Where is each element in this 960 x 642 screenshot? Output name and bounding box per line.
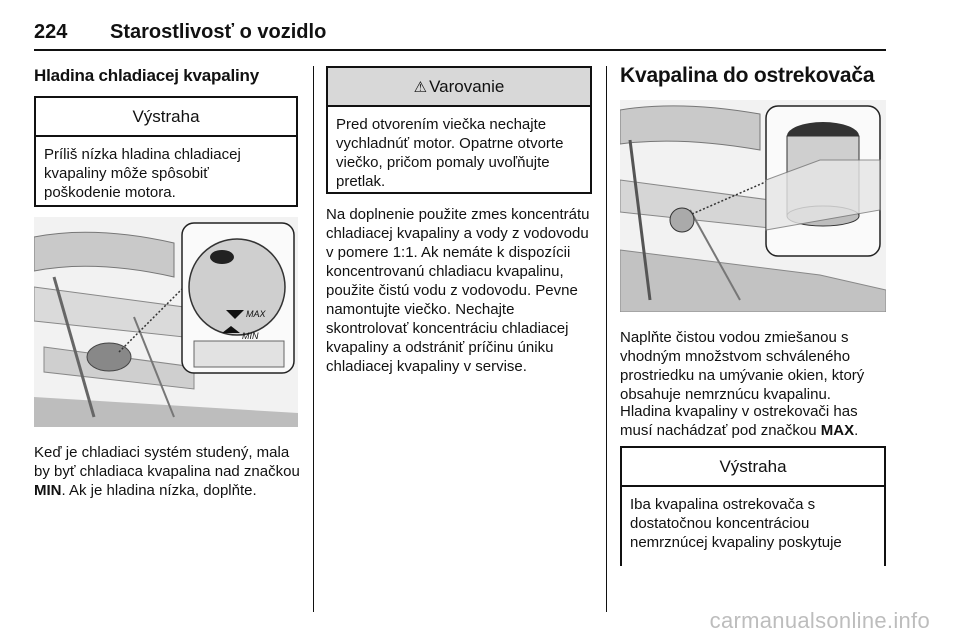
coolant-mix-paragraph: Na doplnenie použite zmes koncentrátu chladiacej kvapaliny a vody z vodovodu v pomere 1:1. Ak nemáte k dispozícii koncentrovanú chladiacu kvapalinu, použite čistú vodu z vodovodu. Pevne namontujte viečko. Nechajte skontrolovať koncentráciu chladiacej kvapaliny a odstrániť príčinu úniku chladiacej kvapaliny v servise. xyxy=(326,206,590,375)
warning-box xyxy=(326,66,592,194)
washer-para-text-end: . xyxy=(854,422,859,439)
max-mark: MAX xyxy=(820,422,855,439)
washer-paragraph-2 xyxy=(620,402,888,440)
coolant-paragraph xyxy=(34,443,300,500)
warning-text: Pred otvorením viečka nechajte vychladnúť motor. Opatrne otvorte viečko, pričom pomaly uvoľňujte pretlak. xyxy=(336,116,564,190)
caution-box-washer xyxy=(620,446,886,566)
warning-heading: Varovanie xyxy=(429,77,505,96)
warning-triangle-icon: ⚠ xyxy=(413,79,428,96)
caution-box-coolant xyxy=(34,96,298,207)
coolant-para-text: Keď je chladiaci systém studený, mala by byť chladiaca kvapalina nad značkou xyxy=(34,444,300,480)
min-mark: MIN xyxy=(34,482,62,499)
caution-heading-washer: Výstraha xyxy=(622,448,884,487)
header-rule xyxy=(34,49,886,51)
caution-text: Príliš nízka hladina chladiacej kvapaliny môže spôsobiť poškodenie motora. xyxy=(44,146,241,201)
figure-min-label: MIN xyxy=(242,331,259,341)
watermark: carmanualsonline.info xyxy=(709,608,930,633)
column-divider xyxy=(606,66,607,612)
coolant-reservoir-figure xyxy=(34,217,298,427)
warning-heading-row xyxy=(328,68,590,107)
washer-paragraph-1: Naplňte čistou vodou zmiešanou s vhodným množstvom schváleného prostriedku na umývanie okien, ktorý obsahuje nemrznúcu kvapalinu. xyxy=(620,329,865,403)
figure-max-label: MAX xyxy=(246,309,266,319)
column-divider xyxy=(313,66,314,612)
washer-reservoir-figure xyxy=(620,100,886,312)
coolant-para-text-end: . Ak je hladina nízka, doplňte. xyxy=(61,482,257,499)
page-number: 224 xyxy=(34,21,68,43)
page-header-title: Starostlivosť o vozidlo xyxy=(110,21,327,43)
caution-heading: Výstraha xyxy=(36,98,296,137)
caution-text-washer: Iba kvapalina ostrekovača s dostatočnou koncentráciou nemrznúcej kvapaliny poskytuje xyxy=(630,496,842,551)
section-title-washer: Kvapalina do ostrekovača xyxy=(620,64,875,87)
washer-para-text: Hladina kvapaliny v ostrekovači has musí nachádzať pod značkou xyxy=(620,403,858,439)
section-title-coolant: Hladina chladiacej kvapaliny xyxy=(34,66,259,85)
